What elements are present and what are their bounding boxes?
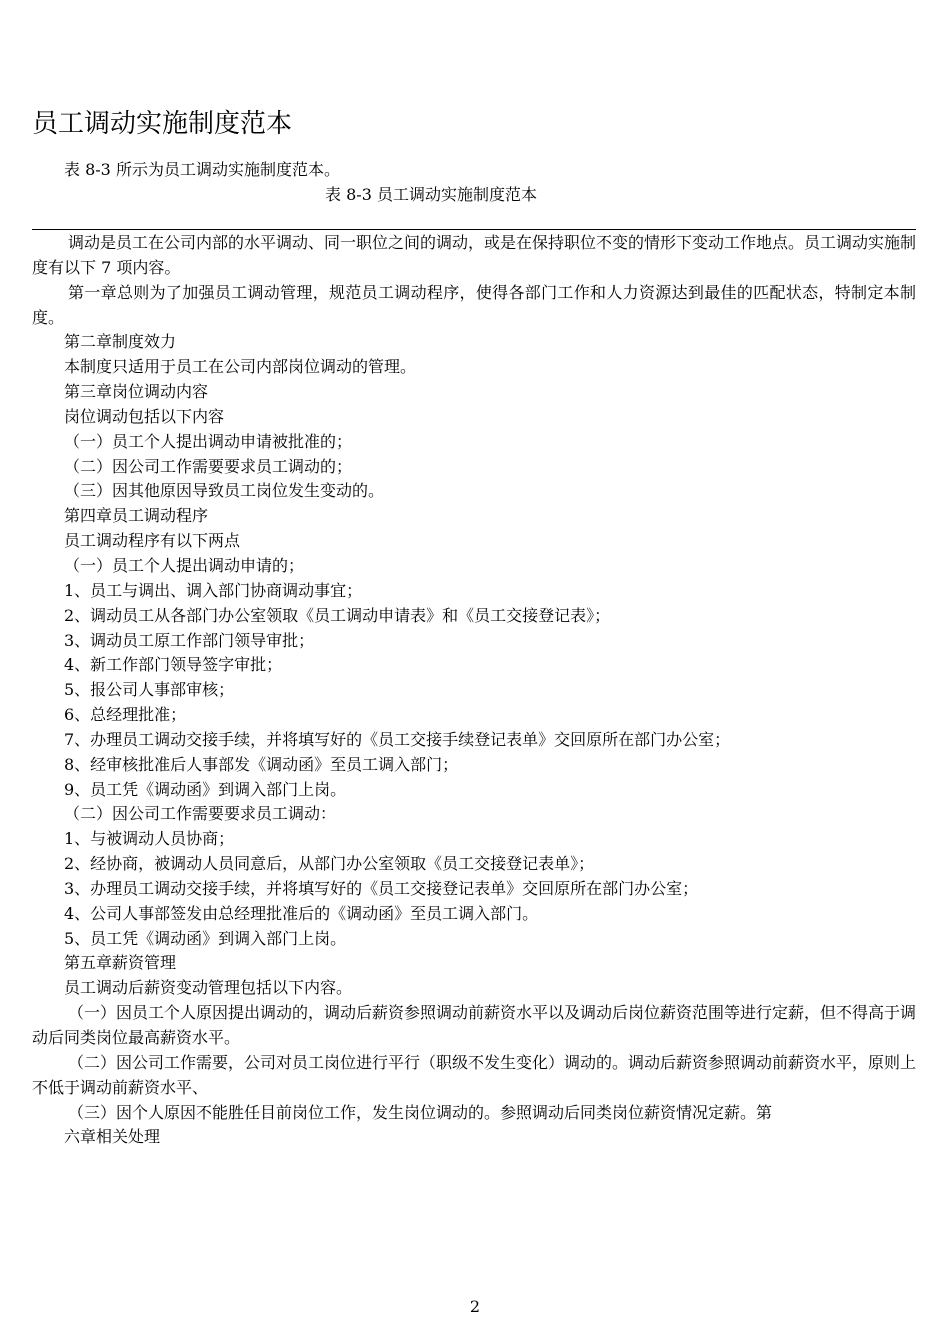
- paragraph: 岗位调动包括以下内容: [64, 406, 225, 426]
- numbered-step: 4、公司人事部签发由总经理批准后的《调动函》至员工调入部门。: [64, 903, 539, 923]
- paragraph: 第一章总则为了加强员工调动管理，规范员工调动程序，使得各部门工作和人力资源达到最佳的匹配状态，特制定本制度。: [32, 282, 916, 327]
- paragraph: 本制度只适用于员工在公司内部岗位调动的管理。: [64, 357, 417, 377]
- paragraph: （三）因个人原因不能胜任目前岗位工作，发生岗位调动的。参照调动后同类岗位薪资情况定薪。第: [68, 1102, 773, 1122]
- table-caption: 表 8-3 员工调动实施制度范本: [325, 185, 537, 204]
- numbered-step: 1、员工与调出、调入部门协商调动事宜；: [64, 580, 363, 600]
- intro-text: 表 8-3 所示为员工调动实施制度范本。: [64, 160, 340, 179]
- numbered-step: 9、员工凭《调动函》到调入部门上岗。: [64, 779, 347, 799]
- document-body: [32, 231, 916, 1150]
- paragraph: 调动是员工在公司内部的水平调动、同一职位之间的调动，或是在保持职位不变的情形下变动工作地点。员工调动实施制度有以下 7 项内容。: [32, 233, 917, 277]
- numbered-step: 5、员工凭《调动函》到调入部门上岗。: [64, 928, 347, 948]
- numbered-step: 2、经协商，被调动人员同意后，从部门办公室领取《员工交接登记表单》；: [64, 854, 595, 874]
- numbered-step: 5、报公司人事部审核；: [64, 680, 235, 700]
- numbered-step: 1、与被调动人员协商；: [64, 829, 235, 849]
- list-item: （二）因公司工作需要要求员工调动的；: [64, 456, 353, 476]
- numbered-step: 4、新工作部门领导签字审批；: [64, 655, 283, 675]
- numbered-step: 2、调动员工从各部门办公室领取《员工调动申请表》和《员工交接登记表》；: [64, 605, 611, 625]
- numbered-step: 7、办理员工调动交接手续，并将填写好的《员工交接手续登记表单》交回原所在部门办公室；: [64, 729, 731, 749]
- list-item: （一）员工个人提出调动申请被批准的；: [64, 431, 353, 451]
- chapter-heading: 第三章岗位调动内容: [64, 382, 209, 402]
- divider-line: [32, 229, 916, 230]
- page-title: 员工调动实施制度范本: [32, 109, 293, 139]
- chapter-heading: 第四章员工调动程序: [64, 506, 209, 526]
- chapter-heading: 第五章薪资管理: [64, 953, 177, 973]
- list-item: （一）员工个人提出调动申请的；: [64, 555, 305, 575]
- paragraph: 员工调动后薪资变动管理包括以下内容。: [64, 978, 353, 998]
- list-item: （三）因其他原因导致员工岗位发生变动的。: [64, 481, 385, 501]
- chapter-heading: 第二章制度效力: [64, 332, 177, 352]
- chapter-heading: 六章相关处理: [64, 1127, 161, 1147]
- list-item: （二）因公司工作需要要求员工调动：: [64, 804, 337, 824]
- numbered-step: 8、经审核批准后人事部发《调动函》至员工调入部门；: [64, 754, 459, 774]
- numbered-step: 3、办理员工调动交接手续，并将填写好的《员工交接登记表单》交回原所在部门办公室；: [64, 878, 699, 898]
- numbered-step: 3、调动员工原工作部门领导审批；: [64, 630, 315, 650]
- page-number: 2: [469, 1297, 481, 1316]
- paragraph: （二）因公司工作需要，公司对员工岗位进行平行（职级不发生变化）调动的。调动后薪资参照调动前薪资水平，原则上不低于调动前薪资水平、: [32, 1052, 917, 1097]
- numbered-step: 6、总经理批准；: [64, 705, 187, 725]
- paragraph: 员工调动程序有以下两点: [64, 531, 241, 551]
- paragraph: （一）因员工个人原因提出调动的，调动后薪资参照调动前薪资水平以及调动后岗位薪资范围等进行定薪，但不得高于调动后同类岗位最高薪资水平。: [32, 1003, 917, 1047]
